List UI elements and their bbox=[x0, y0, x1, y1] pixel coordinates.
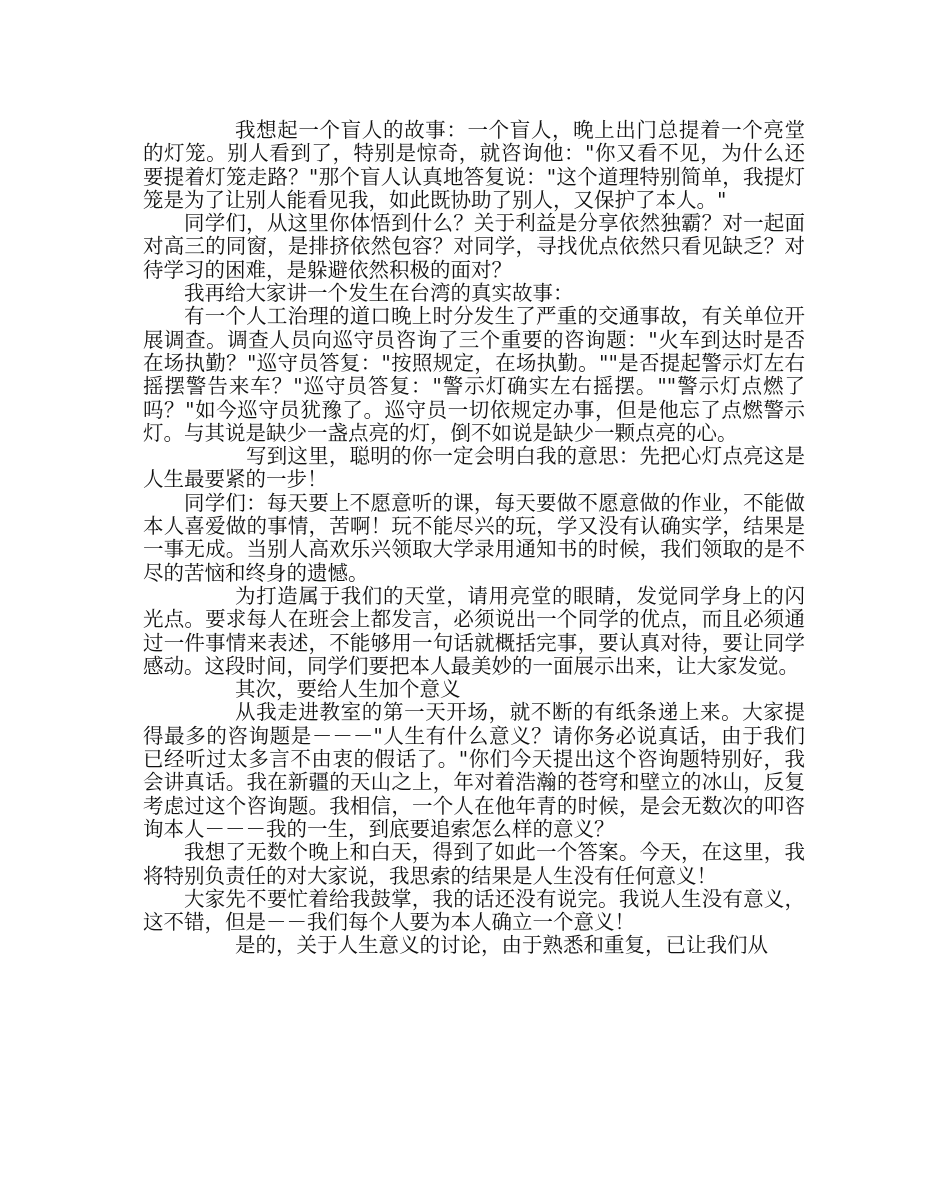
paragraph-light-heart: 写到这里，聪明的你一定会明白我的意思：先把心灯点亮这是人生最要紧的一步！ bbox=[143, 444, 805, 492]
paragraph-daily-study: 同学们：每天要上不愿意听的课，每天要做不愿意做的作业，不能做本人喜爱做的事情，苦啊！玩不能尽兴的玩，学又没有认确实学，结果是一事无成。当别人高欢乐兴领取大学录用通知书的时候，我们领取的是不尽的苦恼和终身的遗憾。 bbox=[143, 490, 805, 585]
paragraph-crossing-accident: 有一个人工治理的道口晚上时分发生了严重的交通事故，有关单位开展调查。调查人员向巡守员咨询了三个重要的咨询题："火车到达时是否在场执勤？"巡守员答复："按照规定，在场执勤。""是否提起警示灯左右摇摆警告来车？"巡守员答复："警示灯确实左右摇摆。""警示灯点燃了吗？"如今巡守员犹豫了。巡守员一切依规定办事，但是他忘了点燃警示灯。与其说是缺少一盏点亮的灯，倒不如说是缺少一颗点亮的心。 bbox=[143, 304, 805, 445]
paragraph-blind-man-story: 我想起一个盲人的故事：一个盲人，晚上出门总提着一个亮堂的灯笼。别人看到了，特别是惊奇，就咨询他："你又看不见，为什么还要提着灯笼走路？"那个盲人认真地答复说："这个道理特别简单，我提灯笼是为了让别人能看见我，如此既协助了别人，又保护了本人。" bbox=[143, 118, 805, 212]
paragraph-answer: 我想了无数个晚上和白天，得到了如此一个答案。今天，在这里，我将特别负责任的对大家说，我思索的结果是人生没有任何意义！ bbox=[143, 840, 805, 888]
paragraph-reflection-questions: 同学们，从这里你体悟到什么？关于利益是分享依然独霸？对一起面对高三的同窗，是排挤依然包容？对同学，寻找优点依然只看见缺乏？对待学习的困难，是躲避依然积极的面对？ bbox=[143, 211, 805, 282]
section-heading-meaning: 其次，要给人生加个意义 bbox=[235, 677, 461, 702]
paragraph-establish-meaning: 大家先不要忙着给我鼓掌，我的话还没有说完。我说人生没有意义，这不错，但是－－我们每个人要为本人确立一个意义！ bbox=[143, 886, 805, 935]
paragraph-taiwan-intro: 我再给大家讲一个发生在台湾的真实故事： bbox=[184, 281, 574, 306]
paragraph-meaning-discussion: 是的，关于人生意义的讨论，由于熟悉和重复，已让我们从 bbox=[235, 933, 768, 958]
paragraph-notes-question: 从我走进教室的第一天开场，就不断的有纸条递上来。大家提得最多的咨询题是－－－"人生有什么意义？请你务必说真话，由于我们已经听过太多言不由衷的假话了。"你们今天提出这个咨询题特别好，我会讲真话。我在新疆的天山之上，年对着浩瀚的苍穹和壁立的冰山，反复考虑过这个咨询题。我相信，一个人在他年青的时候，是会无数次的叩咨询本人－－－我的一生，到底要追索怎么样的意义？ bbox=[143, 700, 805, 841]
document-page bbox=[143, 119, 805, 958]
paragraph-class-meeting: 为打造属于我们的天堂，请用亮堂的眼睛，发觉同学身上的闪光点。要求每人在班会上都发言，必须说出一个同学的优点，而且必须通过一件事情来表述，不能够用一句话就概括完事，要认真对待，要让同学感动。这段时间，同学们要把本人最美妙的一面展示出来，让大家发觉。 bbox=[143, 583, 805, 678]
